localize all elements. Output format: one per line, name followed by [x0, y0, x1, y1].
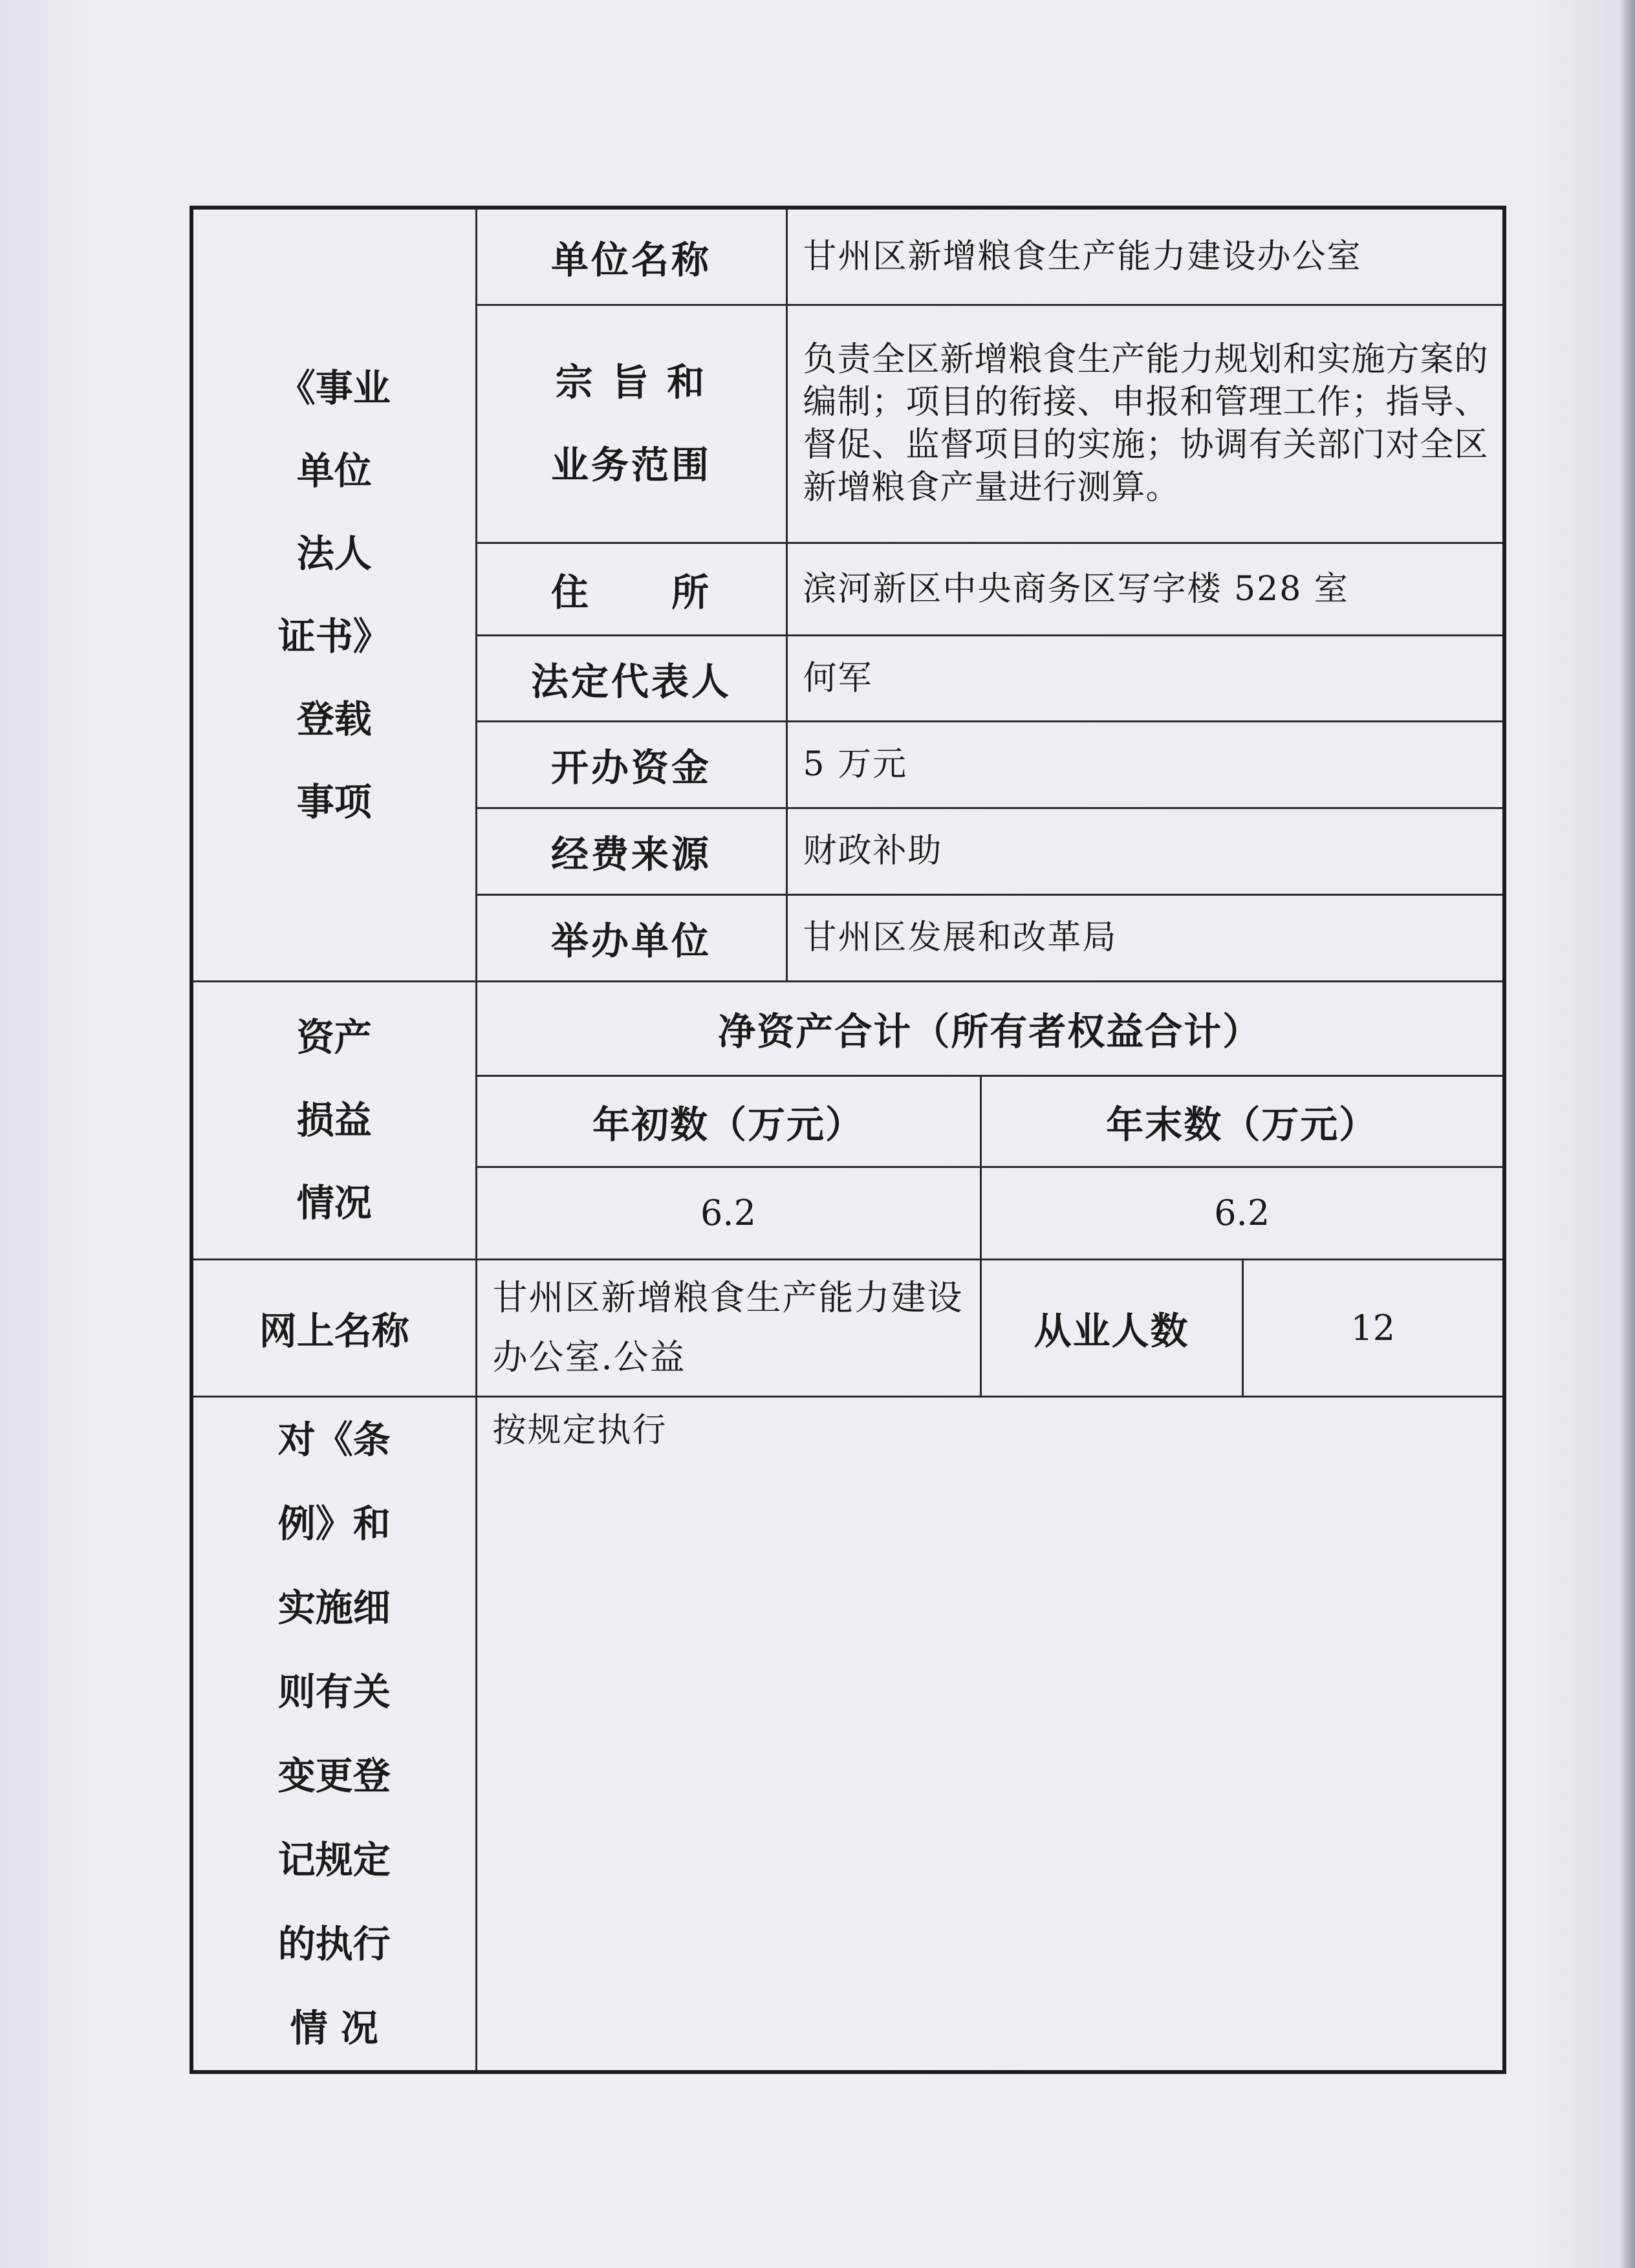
- capital-value: 5 万元: [786, 721, 1504, 808]
- purpose-label: [476, 305, 786, 543]
- compliance-label-line: 记规定: [277, 1837, 391, 1882]
- net-assets-header: 净资产合计（所有者权益合计）: [476, 981, 1504, 1075]
- compliance-label-line: 例》和: [277, 1501, 391, 1546]
- sponsor-value: 甘州区发展和改革局: [786, 894, 1504, 981]
- compliance-label-line: 实施细: [277, 1585, 391, 1630]
- section-label-line: 单位: [296, 448, 372, 493]
- row-net-assets-header: [191, 981, 1504, 1075]
- funding-label: 经费来源: [476, 808, 786, 894]
- staff-count-value: 12: [1242, 1259, 1504, 1396]
- purpose-value: 负责全区新增粮食生产能力规划和实施方案的编制；项目的衔接、申报和管理工作；指导、督促、监督项目的实施；协调有关部门对全区新增粮食产量进行测算。: [786, 305, 1504, 543]
- unit-name-label: 单位名称: [476, 208, 786, 305]
- section-label-line: 《事业: [277, 365, 391, 410]
- purpose-label-line: 业务范围: [550, 443, 711, 487]
- section-assets: [191, 981, 476, 1259]
- begin-of-year-value: 6.2: [476, 1167, 980, 1259]
- assets-label-line: 情况: [296, 1181, 372, 1225]
- end-of-year-value: 6.2: [980, 1167, 1504, 1259]
- address-label: 住 所: [476, 543, 786, 635]
- begin-of-year-label: 年初数（万元）: [476, 1075, 980, 1167]
- registration-form-table: [189, 206, 1506, 2074]
- purpose-label-line: 宗 旨 和: [555, 360, 708, 404]
- compliance-value: 按规定执行: [476, 1396, 1504, 2072]
- compliance-label-line: 变更登: [277, 1753, 391, 1798]
- end-of-year-label: 年末数（万元）: [980, 1075, 1504, 1167]
- unit-name-value: 甘州区新增粮食生产能力建设办公室: [786, 208, 1504, 305]
- assets-label-line: 损益: [296, 1098, 372, 1142]
- row-online-name: [191, 1259, 1504, 1396]
- compliance-label-line: 情 况: [290, 2005, 378, 2050]
- section-label-line: 事项: [296, 779, 372, 824]
- sponsor-label: 举办单位: [476, 894, 786, 981]
- online-name-label: 网上名称: [191, 1259, 476, 1396]
- compliance-label-line: 对《条: [277, 1417, 391, 1462]
- section-label-line: 证书》: [277, 614, 391, 658]
- legal-rep-label: 法定代表人: [476, 635, 786, 721]
- row-compliance: [191, 1396, 1504, 2072]
- funding-value: 财政补助: [786, 808, 1504, 894]
- row-unit-name: [191, 208, 1504, 305]
- section-certificate-items: [191, 208, 476, 981]
- page-edge-shadow: [1621, 0, 1635, 2268]
- compliance-label: [191, 1396, 476, 2072]
- section-label-line: 登载: [296, 697, 372, 741]
- section-label-line: 法人: [296, 531, 372, 576]
- compliance-label-line: 则有关: [277, 1669, 391, 1714]
- staff-count-label: 从业人数: [980, 1259, 1242, 1396]
- online-name-value: 甘州区新增粮食生产能力建设办公室.公益: [476, 1259, 980, 1396]
- address-value: 滨河新区中央商务区写字楼 528 室: [786, 543, 1504, 635]
- compliance-label-line: 的执行: [277, 1921, 391, 1966]
- legal-rep-value: 何军: [786, 635, 1504, 721]
- capital-label: 开办资金: [476, 721, 786, 808]
- assets-label-line: 资产: [296, 1015, 372, 1059]
